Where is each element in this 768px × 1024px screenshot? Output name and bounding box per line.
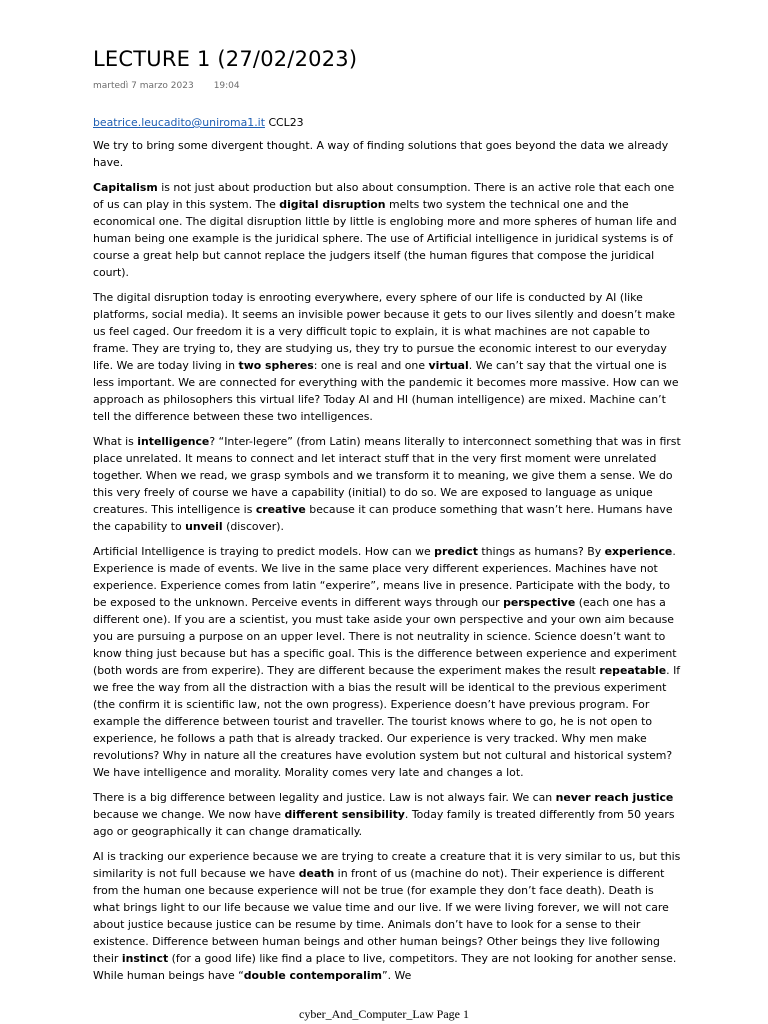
- bold-text: digital disruption: [279, 198, 386, 211]
- text-run: Artificial Intelligence is traying to predict models. How can we: [93, 545, 435, 558]
- bold-text: creative: [255, 503, 306, 516]
- text-run: There is a big difference between legality and justice. Law is not always fair. We can: [93, 791, 556, 804]
- paragraph: [93, 179, 683, 281]
- text-run: . If we free the way from all the distraction with a bias the result will be identical to the previous experiment (the confirm it is scientific law, not the own progress). Experience doesn’t have previous program. For example the difference between tourist and traveller. The tourist knows where to go, he is not open to experience, he follows a path that is already tracked. Our experience is very tracked. Why men make revolutions? Why in nature all the creatures have evolution system but not cultural and historical system? We have intelligence and morality. Morality comes very late and changes a lot.: [93, 664, 681, 779]
- text-run: because it can produce something that wasn’t here. Humans have the capability to: [93, 503, 673, 533]
- note-body: [93, 137, 683, 984]
- paragraph: [93, 789, 683, 840]
- email-link[interactable]: beatrice.leucadito@uniroma1.it: [93, 116, 265, 129]
- text-run: What is: [93, 435, 138, 448]
- text-run: is not just about production but also about consumption. There is an active role that each one of us can play in this system. The: [93, 181, 675, 211]
- text-run: (each one has a different one). If you are a scientist, you must take aside your own perspective and your own aim because you are pursuing a purpose on an upper level. There is not neutrality in science. Science doesn’t want to know thing just because but has a specific goal. This is the difference between experience and experiment (both words are from experire). They are different because the experiment makes the result: [93, 596, 677, 677]
- bold-text: Capitalism: [93, 181, 158, 194]
- contact-line: [93, 114, 683, 131]
- bold-text: intelligence: [137, 435, 210, 448]
- text-run: We try to bring some divergent thought. A way of finding solutions that goes beyond the data we already have.: [93, 139, 669, 169]
- text-run: . Today family is treated differently from 50 years ago or geographically it can change dramatically.: [93, 808, 675, 838]
- bold-text: experience: [604, 545, 673, 558]
- text-run: AI is tracking our experience because we are trying to create a creature that it is very similar to us, but this similarity is not full because we have: [93, 850, 681, 880]
- page-footer: cyber_And_Computer_Law Page 1: [299, 1007, 469, 1021]
- text-run: because we change. We now have: [93, 808, 285, 821]
- paragraph: [93, 543, 683, 781]
- bold-text: unveil: [185, 520, 223, 533]
- note-date: martedì 7 marzo 2023: [93, 81, 194, 91]
- bold-text: virtual: [428, 359, 469, 372]
- paragraph: [93, 433, 683, 535]
- note-page: [93, 44, 683, 984]
- page-title: LECTURE 1 (27/02/2023): [93, 47, 358, 71]
- text-run: ”. We: [381, 969, 412, 982]
- text-run: . We can’t say that the virtual one is less important. We are connected for everything with the pandemic it becomes more massive. How can we approach as philosophers this virtual life? Today AI and HI (human intelligence) are mixed. Machine can’t tell the difference between these two intelligences.: [93, 359, 679, 423]
- note-time: 19:04: [213, 81, 240, 91]
- bold-text: predict: [434, 545, 478, 558]
- bold-text: different sensibility: [284, 808, 405, 821]
- text-run: . Experience is made of events. We live in the same place very different experiences. Machines have not experience. Experience comes from latin “experire”, means live in presence. Participate with the body, to be exposed to the unknown. Perceive events in different ways through our: [93, 545, 676, 609]
- text-run: ? “Inter-legere” (from Latin) means literally to interconnect something that was in first place unrelated. It means to connect and let interact stuff that in the very first moment were unrelated together. When we read, we grasp symbols and we transform it to meaning, we give them a sense. We do this very freely of course we have a capability (initial) to do so. We are exposed to language as unique creatures. This intelligence is: [93, 435, 681, 516]
- paragraph: [93, 137, 683, 171]
- bold-text: never reach justice: [555, 791, 674, 804]
- bold-text: repeatable: [599, 664, 667, 677]
- bold-text: double contemporalim: [243, 969, 382, 982]
- bold-text: perspective: [503, 596, 576, 609]
- paragraph: [93, 848, 683, 984]
- note-meta: [93, 80, 683, 92]
- text-run: melts two system the technical one and the economical one. The digital disruption little by little is englobing more and more spheres of human life and human being one example is the juridical sphere. The use of Artificial intelligence in juridical systems is of course a great help but cannot replace the judgers itself (the human figures that compose the juridical court).: [93, 198, 677, 279]
- bold-text: death: [298, 867, 335, 880]
- bold-text: two spheres: [238, 359, 314, 372]
- text-run: (for a good life) like find a place to live, competitors. They are not looking for another sense. While human beings have “: [93, 952, 677, 982]
- bold-text: instinct: [121, 952, 169, 965]
- text-run: The digital disruption today is enrooting everywhere, every sphere of our life is conducted by AI (like platforms, social media). It seems an invisible power because it gets to our lives silently and doesn’t make us feel caged. Our freedom it is a very difficult topic to explain, it is what machines are not capable to frame. They are trying to, they are studying us, they try to pursue the economic interest to our everyday life. We are today living in: [93, 291, 676, 372]
- text-run: things as humans? By: [477, 545, 605, 558]
- text-run: in front of us (machine do not). Their experience is different from the human one because experience will not be true (for example they don’t face death). Death is what brings light to our life because we value time and our live. If we were living forever, we will not care about justice because justice can be resume by time. Animals don’t have to look for a sense to their existence. Difference between human beings and other human beings? Other beings they live following their: [93, 867, 669, 965]
- text-run: (discover).: [222, 520, 284, 533]
- text-run: : one is real and one: [313, 359, 429, 372]
- paragraph: [93, 289, 683, 425]
- course-code: CCL23: [268, 116, 304, 129]
